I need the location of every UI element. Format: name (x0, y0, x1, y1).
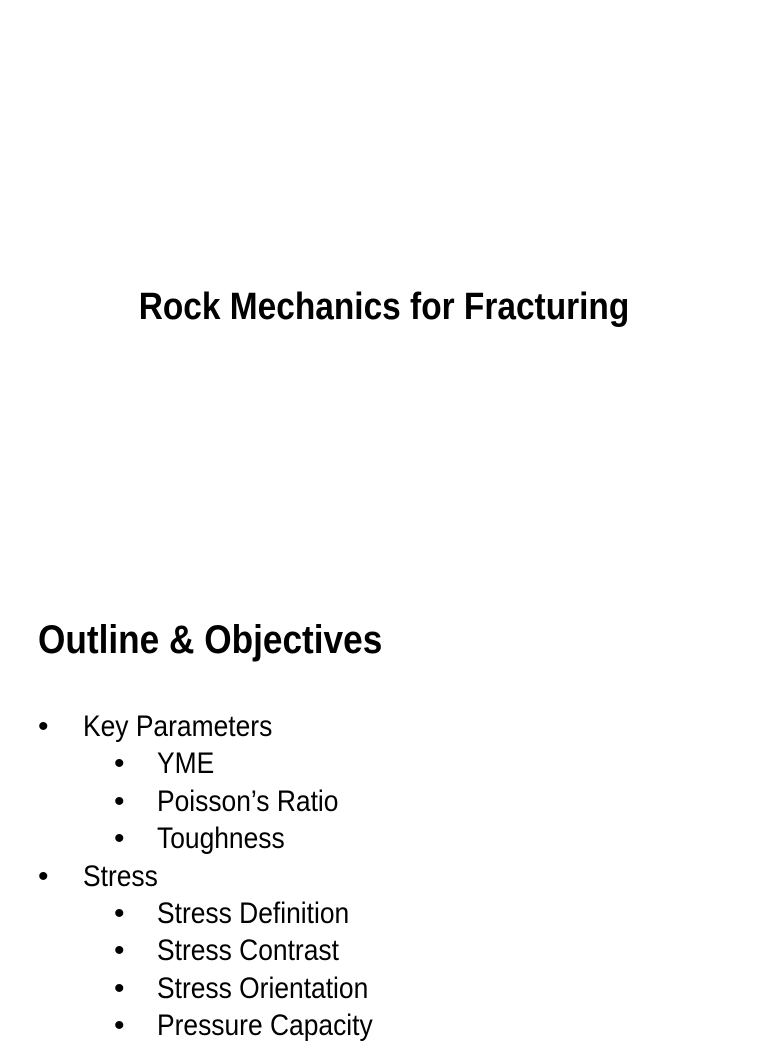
list-item (38, 1007, 758, 1044)
bullet-icon: • (114, 934, 125, 968)
list-item-text: YME (157, 747, 215, 781)
list-item-text: Stress Contrast (157, 934, 339, 968)
bullet-icon: • (114, 1009, 125, 1043)
bullet-icon: • (114, 747, 125, 781)
list-item-text: Poisson’s Ratio (157, 784, 339, 818)
list-item (38, 895, 758, 932)
list-item (38, 858, 758, 895)
list-item-text: Stress Definition (157, 896, 350, 930)
bullet-icon: • (114, 822, 125, 856)
bullet-icon: • (114, 784, 125, 818)
list-item-text: Toughness (157, 822, 285, 856)
slide-title: Rock Mechanics for Fracturing (138, 286, 630, 328)
outline-list (38, 708, 758, 1045)
bullet-icon: • (114, 971, 125, 1005)
bullet-icon: • (38, 859, 49, 893)
list-item (38, 970, 758, 1007)
list-item-text: Pressure Capacity (157, 1009, 373, 1043)
bullet-icon: • (38, 710, 49, 743)
list-item-text: Stress Orientation (157, 971, 369, 1005)
list-item-text: Key Parameters (83, 710, 273, 743)
outline-heading: Outline & Objectives (38, 618, 383, 662)
list-item (38, 708, 758, 745)
list-item (38, 932, 758, 969)
list-item (38, 783, 758, 820)
list-item (38, 820, 758, 857)
bullet-icon: • (114, 896, 125, 930)
list-item-text: Stress (83, 859, 158, 893)
list-item (38, 745, 758, 782)
